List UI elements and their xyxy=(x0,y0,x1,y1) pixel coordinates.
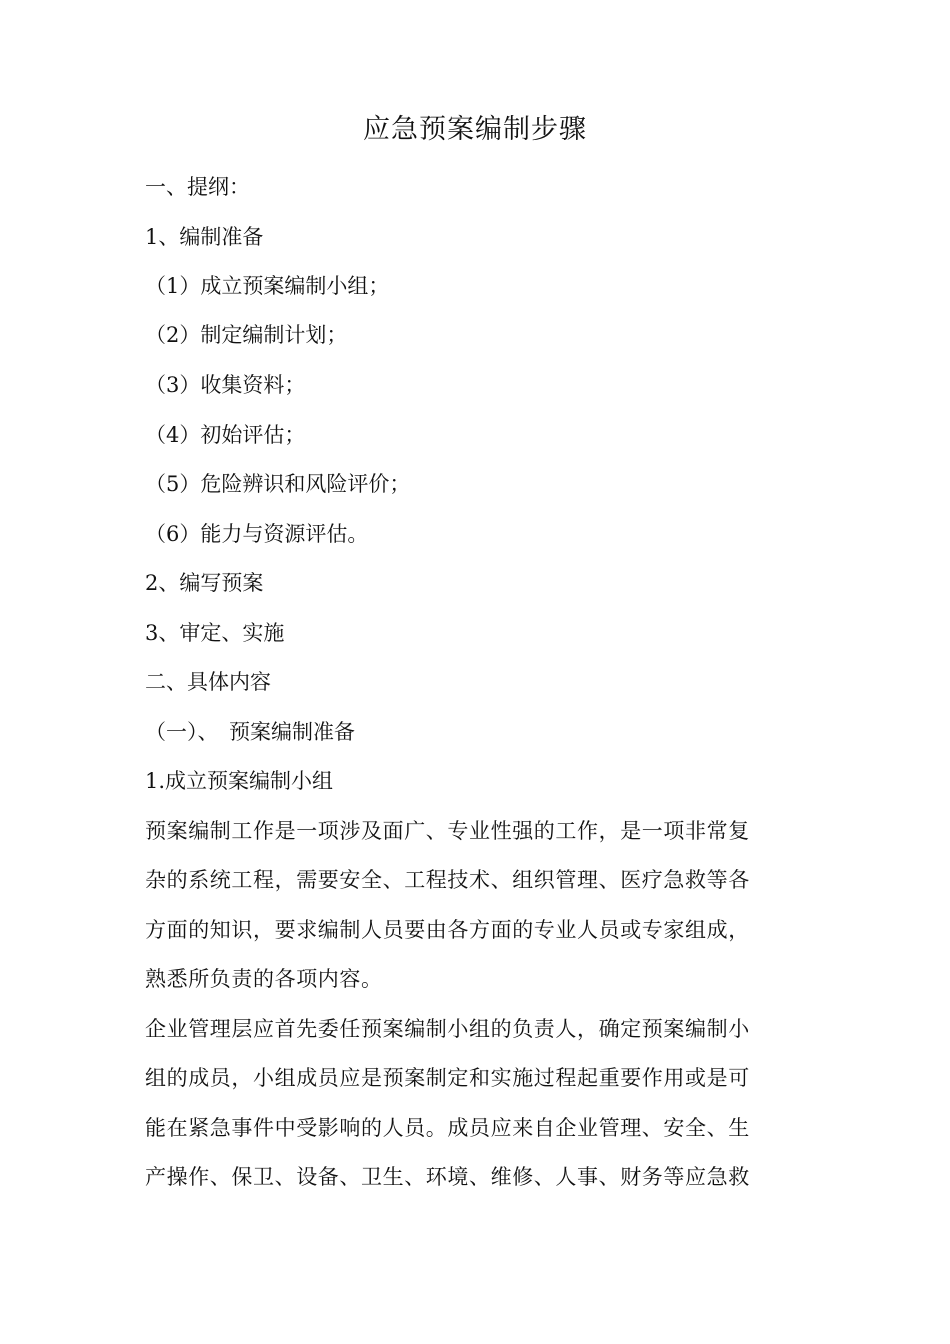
paragraph-1-line-4: 熟悉所负责的各项内容。 xyxy=(145,967,383,991)
paragraph-1-line-3: 方面的知识，要求编制人员要由各方面的专业人员或专家组成， xyxy=(145,918,750,942)
paragraph-1-line-1: 预案编制工作是一项涉及面广、专业性强的工作，是一项非常复 xyxy=(145,819,750,843)
outline-subitem-2: （2）制定编制计划； xyxy=(145,323,348,347)
paragraph-1-line-2: 杂的系统工程，需要安全、工程技术、组织管理、医疗急救等各 xyxy=(145,868,750,892)
outline-heading: 一、提纲： xyxy=(145,175,250,199)
subsection-heading-1: （一）、 预案编制准备 xyxy=(145,720,355,744)
paragraph-2-line-1: 企业管理层应首先委任预案编制小组的负责人，确定预案编制小 xyxy=(145,1017,750,1041)
outline-item-2: 2、编写预案 xyxy=(145,571,264,595)
subsection-item-1: 1.成立预案编制小组 xyxy=(145,769,334,793)
outline-subitem-4: （4）初始评估； xyxy=(145,423,306,447)
outline-item-1: 1、编制准备 xyxy=(145,225,264,249)
paragraph-2-line-4: 产操作、保卫、设备、卫生、环境、维修、人事、财务等应急救 xyxy=(145,1165,750,1189)
outline-subitem-3: （3）收集资料； xyxy=(145,373,306,397)
outline-subitem-1: （1）成立预案编制小组； xyxy=(145,274,390,298)
section-heading-2: 二、具体内容 xyxy=(145,670,271,694)
paragraph-2-line-2: 组的成员，小组成员应是预案制定和实施过程起重要作用或是可 xyxy=(145,1066,750,1090)
outline-item-3: 3、审定、实施 xyxy=(145,621,285,645)
outline-subitem-6: （6）能力与资源评估。 xyxy=(145,522,369,546)
outline-subitem-5: （5）危险辨识和风险评价； xyxy=(145,472,411,496)
document-title: 应急预案编制步骤 xyxy=(363,114,587,145)
paragraph-2-line-3: 能在紧急事件中受影响的人员。成员应来自企业管理、安全、生 xyxy=(145,1116,750,1140)
